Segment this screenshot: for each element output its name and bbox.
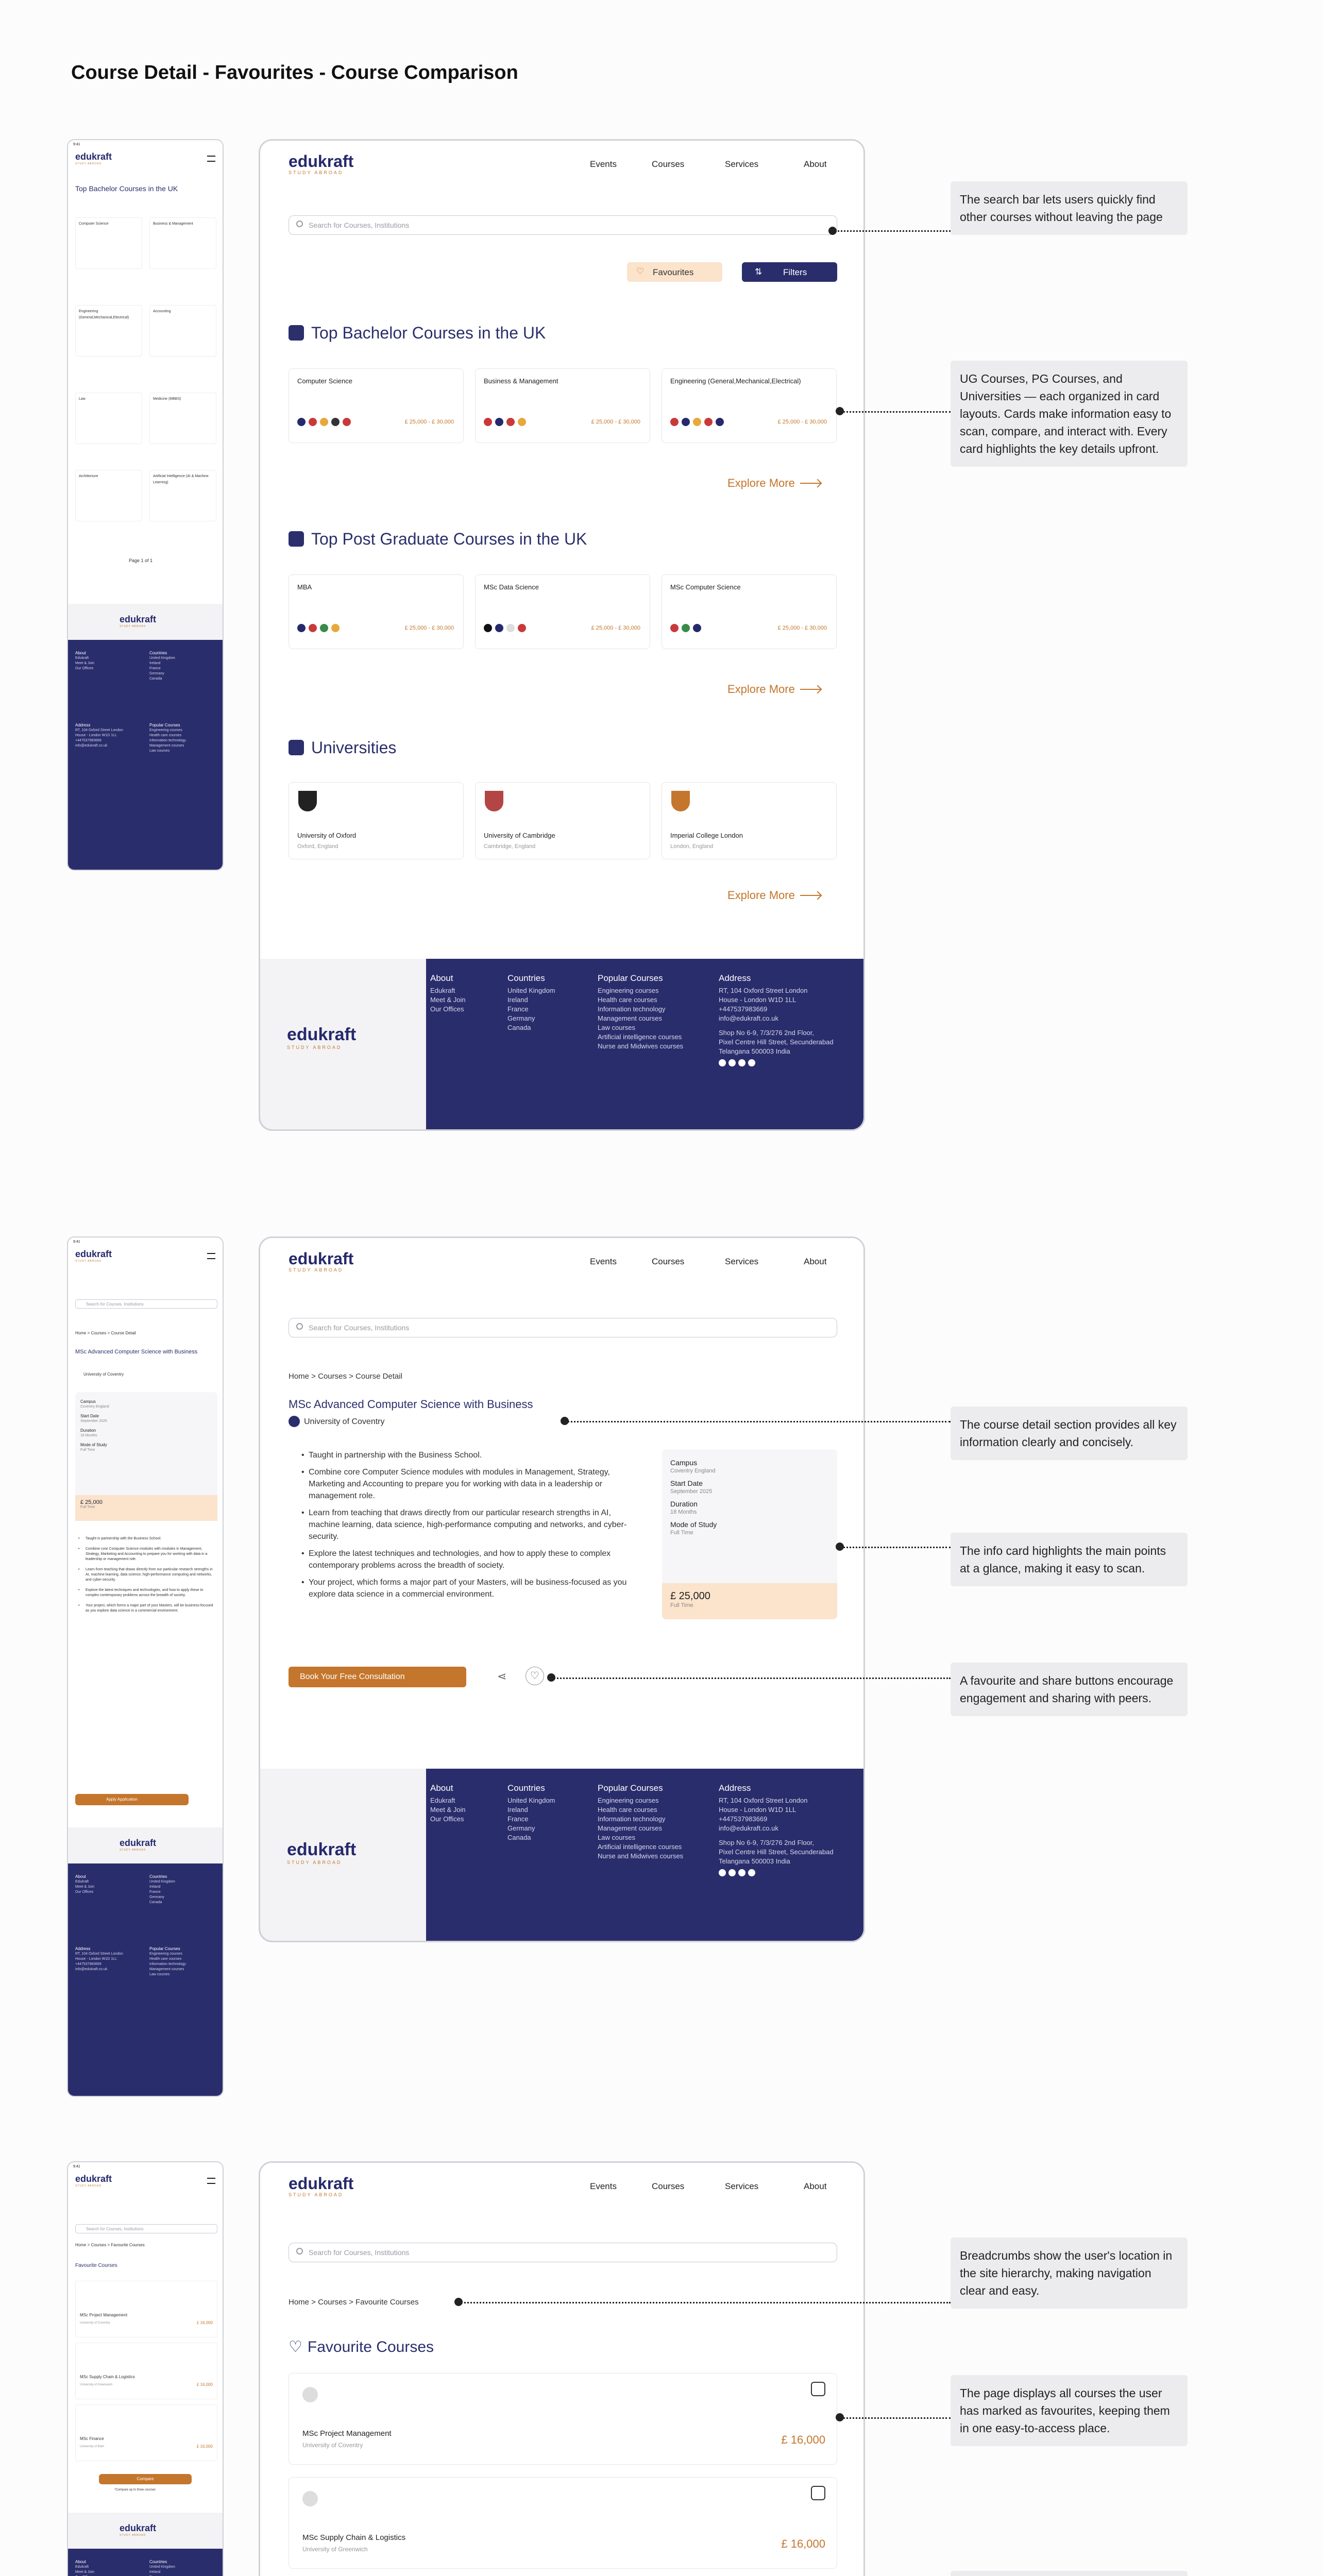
search-icon [296, 221, 303, 227]
explore-more-link[interactable]: Explore More [727, 889, 821, 902]
mobile-detail-frame [67, 1236, 224, 2097]
info-card: Campus Coventry England Start Date September 2025 Duration 18 Months Mode of Study Full Time £ 25,000 Full Time [662, 1449, 837, 1619]
search-input[interactable]: Search for Courses, Institutions [289, 215, 837, 235]
course-title: MSc Advanced Computer Science with Business [289, 1398, 533, 1411]
status-time: 9:41 [73, 143, 80, 146]
site-footer [260, 1769, 865, 1942]
university-card[interactable]: Imperial College London London, England [662, 782, 837, 859]
mobile-footer [68, 604, 224, 871]
favourite-heart-icon[interactable]: ♡ [526, 1667, 544, 1685]
nav-about[interactable]: About [804, 2181, 827, 2191]
mobile-favourites-frame [67, 2161, 224, 2576]
social-icons[interactable] [719, 1059, 834, 1069]
heart-icon: ♡ [636, 266, 645, 276]
arrow-right-icon [800, 689, 821, 690]
favourites-heading: Favourite Courses [75, 2263, 117, 2268]
desktop-home-frame [259, 139, 865, 1131]
desktop-favourites-frame [259, 2161, 865, 2576]
compare-button[interactable]: Compare [99, 2474, 192, 2484]
nav-about[interactable]: About [804, 1257, 827, 1266]
mobile-home-frame [67, 139, 224, 871]
annotation-connector [832, 230, 951, 232]
annotation-note: A favourite and share buttons encourage engagement and sharing with peers. [951, 1663, 1188, 1716]
footer-address: Address RT, 104 Oxford Street London House - London W1D 1LL +447537983669 info@edukraft.co.uk Shop No 6-9, 7/3/276 2nd Floor, Pixel Centre Hill Street, Secunderabad Telangana 500003 India [719, 973, 834, 1069]
nav-courses[interactable]: Courses [652, 159, 685, 169]
footer-logo: edukraft STUDY ABROAD [287, 1025, 357, 1050]
footer-about: About Edukraft Meet & Join Our Offices [75, 1874, 94, 1894]
compare-checkbox[interactable] [811, 2486, 825, 2500]
graduate-icon [289, 325, 304, 341]
footer-countries: Countries United Kingdom Ireland France Germany Canada [507, 973, 555, 1031]
fee-box: £ 25,000 Full Time [662, 1583, 837, 1619]
nav-courses[interactable]: Courses [652, 1257, 685, 1266]
course-card[interactable]: MSc Data Science £ 25,000 - £ 30,000 [475, 574, 650, 649]
footer-countries: Countries United Kingdom Ireland France Germany Canada [149, 651, 175, 681]
course-card[interactable]: Architecture [75, 470, 142, 521]
footer-popular: Popular Courses Engineering courses Health care courses Information technology Management courses Law courses [149, 1946, 186, 1976]
course-card[interactable]: Engineering (General,Mechanical,Electrical) £ 25,000 - £ 30,000 [662, 368, 837, 443]
heart-icon: ♡ [289, 2338, 302, 2355]
course-card[interactable]: Artificial Intelligence (AI & Machine Learning) [149, 470, 216, 521]
page-title: Course Detail - Favourites - Course Comparison [71, 62, 518, 83]
footer-countries: Countries United Kingdom Ireland France Germany Canada [149, 1874, 175, 1904]
search-input[interactable]: Search for Courses, Institutions [289, 1318, 837, 1337]
footer-about: About Edukraft Meet & Join Our Offices [75, 651, 94, 670]
social-icons[interactable] [719, 1869, 834, 1879]
course-card[interactable]: Computer Science £ 25,000 - £ 30,000 [289, 368, 464, 443]
footer-address: Address RT, 104 Oxford Street London House - London W1D 1LL +447537983669 info@edukraft.co.uk [75, 723, 123, 748]
mobile-footer [68, 2513, 224, 2576]
book-consultation-button[interactable]: Book Your Free Consultation [289, 1667, 466, 1687]
breadcrumb[interactable]: Home > Courses > Favourite Courses [75, 2243, 145, 2247]
brand-logo[interactable]: edukraft STUDY ABROAD [75, 2174, 112, 2188]
university-logo-icon [302, 2491, 318, 2506]
search-icon [296, 2248, 303, 2255]
footer-about: About Edukraft Meet & Join [75, 2560, 94, 2574]
annotation-dot [561, 1417, 569, 1425]
favourites-button[interactable]: ♡ Favourites [627, 262, 722, 282]
footer-popular: Popular Courses Engineering courses Health care courses Information technology Management courses Law courses [149, 723, 186, 753]
compare-checkbox[interactable] [811, 2382, 825, 2396]
site-footer [260, 959, 865, 1131]
search-input[interactable]: Search for Courses, Institutions [75, 1299, 217, 1309]
favourite-course-item[interactable]: MSc Finance University of Bath £ 16,000 [75, 2404, 217, 2461]
apply-button[interactable]: Apply Application [75, 1794, 189, 1805]
country-flags [484, 624, 577, 633]
nav-courses[interactable]: Courses [652, 2181, 685, 2191]
course-card[interactable]: Accounting [149, 305, 216, 357]
menu-icon[interactable] [207, 1253, 215, 1259]
menu-icon[interactable] [207, 2178, 215, 2184]
footer-logo: edukraft STUDY ABROAD [287, 1840, 357, 1865]
favourite-course-item[interactable]: MSc Project Management University of Coventry £ 16,000 [289, 2373, 837, 2465]
annotation-dot [836, 407, 844, 415]
university-card[interactable]: University of Cambridge Cambridge, England [475, 782, 650, 859]
crest-icon [298, 791, 317, 811]
section-title-postgrad: Top Post Graduate Courses in the UK [289, 530, 587, 549]
course-card[interactable]: Medicine (MBBS) [149, 393, 216, 444]
course-card[interactable]: MSc Computer Science £ 25,000 - £ 30,000 [662, 574, 837, 649]
footer-countries: Countries United Kingdom Ireland France Germany Canada [507, 1783, 555, 1841]
search-input[interactable]: Search for Courses, Institutions [75, 2224, 217, 2233]
annotation-note: UG Courses, PG Courses, and Universities — each organized in card layouts. Cards make information easy to scan, compare, and interact with. Every card highlights the key details upfront. [951, 361, 1188, 467]
country-flags [670, 418, 763, 427]
breadcrumb[interactable]: Home > Courses > Course Detail [289, 1372, 402, 1381]
course-card[interactable]: Business & Management £ 25,000 - £ 30,000 [475, 368, 650, 443]
favourite-course-item[interactable]: MSc Project Management University of Coventry £ 16,000 [75, 2281, 217, 2337]
university-logo-icon [302, 2387, 318, 2402]
footer-logo: edukraft STUDY ABROAD [120, 1838, 157, 1852]
annotation-note [951, 2571, 1188, 2576]
favourite-course-item[interactable]: MSc Supply Chain & Logistics University of Greenwich £ 16,000 [75, 2343, 217, 2399]
brand-logo[interactable]: edukraft STUDY ABROAD [75, 1249, 112, 1263]
university-icon [289, 740, 304, 755]
footer-about: About Edukraft Meet & Join Our Offices [430, 973, 466, 1013]
course-description: • Taught in partnership with the Business School. • Combine core Computer Science modules with modules in Management, Strategy, Marketing and Accounting to prepare you for working with data in a leadership or management role. • Learn from teaching that draws directly from our particular research strengths in AI, machine learning, data science, high-performance computing and networks, and cyber-security. • Explore the latest techniques and technologies, and how to apply these to complex contemporary problems across the breadth of society. • Your project, which forms a major part of your Masters, will be business-focused as you explore data science in a commercial environment. [301, 1449, 636, 1605]
graduate-icon [289, 531, 304, 547]
annotation-note: The search bar lets users quickly find other courses without leaving the page [951, 181, 1188, 235]
footer-about: About Edukraft Meet & Join Our Offices [430, 1783, 466, 1823]
annotation-dot [836, 1543, 844, 1551]
desktop-detail-frame [259, 1236, 865, 1942]
university-name: University of Coventry [83, 1372, 124, 1377]
annotation-dot [836, 2413, 844, 2421]
country-flags [297, 624, 390, 633]
annotation-dot [828, 227, 837, 235]
arrow-right-icon [800, 895, 821, 896]
course-title: MSc Advanced Computer Science with Business [75, 1349, 198, 1355]
course-card[interactable]: MBA £ 25,000 - £ 30,000 [289, 574, 464, 649]
annotation-connector [564, 1421, 951, 1422]
annotation-connector [840, 1547, 951, 1548]
filters-button[interactable]: ⇅ Filters [742, 262, 837, 282]
brand-logo[interactable]: edukraft STUDY ABROAD [289, 1249, 354, 1273]
country-flags [670, 624, 763, 633]
country-flags [297, 418, 390, 427]
country-flags [484, 418, 577, 427]
course-card[interactable]: Computer Science [75, 217, 142, 269]
share-icon[interactable]: ⋖ [497, 1670, 507, 1683]
brand-logo[interactable]: edukraft STUDY ABROAD [75, 151, 112, 165]
brand-logo[interactable]: edukraft STUDY ABROAD [289, 152, 354, 175]
nav-events[interactable]: Events [590, 159, 617, 169]
section-title-universities: Universities [289, 738, 396, 757]
explore-more-link[interactable]: Explore More [727, 477, 821, 490]
nav-events[interactable]: Events [590, 2181, 617, 2191]
menu-icon[interactable] [207, 156, 215, 162]
favourites-heading: ♡ Favourite Courses [289, 2338, 434, 2355]
info-card: Campus Coventry England Start Date September 2025 Duration 18 Months Mode of Study Full Time £ 25,000 Full Time [75, 1392, 217, 1521]
annotation-connector [459, 2302, 951, 2303]
footer-address: Address RT, 104 Oxford Street London House - London W1D 1LL +447537983669 info@edukraft.co.uk Shop No 6-9, 7/3/276 2nd Floor, Pixel Centre Hill Street, Secunderabad Telangana 500003 India [719, 1783, 834, 1879]
footer-popular: Popular Courses Engineering courses Health care courses Information technology Management courses Law courses Artificial intelligence courses Nurse and Midwives courses [598, 973, 684, 1050]
nav-services[interactable]: Services [725, 2181, 759, 2191]
nav-services[interactable]: Services [725, 1257, 759, 1266]
annotation-note: The info card highlights the main points at a glance, making it easy to scan. [951, 1533, 1188, 1586]
footer-countries: Countries United Kingdom Ireland [149, 2560, 175, 2574]
annotation-dot [547, 1673, 555, 1682]
mobile-section-title: Top Bachelor Courses in the UK [75, 184, 178, 193]
nav-services[interactable]: Services [725, 159, 759, 169]
arrow-right-icon [800, 483, 821, 484]
crest-icon [485, 791, 503, 811]
favourite-course-item[interactable]: MSc Supply Chain & Logistics University of Greenwich £ 16,000 [289, 2477, 837, 2569]
course-card[interactable]: Business & Management [149, 217, 216, 269]
brand-logo[interactable]: edukraft STUDY ABROAD [289, 2174, 354, 2197]
annotation-note: The course detail section provides all key information clearly and concisely. [951, 1406, 1188, 1460]
status-time: 9:41 [73, 2165, 80, 2168]
annotation-dot [454, 2298, 463, 2306]
annotation-note: Breadcrumbs show the user's location in the site hierarchy, making navigation clear and easy. [951, 2238, 1188, 2309]
section-title-bachelor: Top Bachelor Courses in the UK [289, 324, 546, 343]
university-card[interactable]: University of Oxford Oxford, England [289, 782, 464, 859]
course-card[interactable]: Engineering (General,Mechanical,Electrical) [75, 305, 142, 357]
footer-popular: Popular Courses Engineering courses Health care courses Information technology Management courses Law courses Artificial intelligence courses Nurse and Midwives courses [598, 1783, 684, 1860]
course-card[interactable]: Law [75, 393, 142, 444]
crest-icon [671, 791, 690, 811]
nav-events[interactable]: Events [590, 1257, 617, 1266]
annotation-connector [840, 2417, 951, 2419]
annotation-connector [551, 1677, 951, 1679]
pagination[interactable]: Page 1 of 1 [129, 558, 153, 563]
footer-logo: edukraft STUDY ABROAD [120, 2523, 157, 2537]
mobile-footer [68, 1827, 224, 2097]
annotation-connector [840, 411, 951, 413]
nav-about[interactable]: About [804, 159, 827, 169]
search-input[interactable]: Search for Courses, Institutions [289, 2243, 837, 2262]
university-name: University of Coventry [289, 1416, 385, 1427]
status-time: 9:41 [73, 1240, 80, 1244]
annotation-note: The page displays all courses the user has marked as favourites, keeping them in one easy-to-access place. [951, 2375, 1188, 2446]
search-icon [296, 1323, 303, 1330]
footer-address: Address RT, 104 Oxford Street London House - London W1D 1LL +447537983669 info@edukraft.co.uk [75, 1946, 123, 1971]
filter-icon: ⇅ [755, 267, 762, 277]
university-logo-icon [289, 1416, 300, 1427]
breadcrumb[interactable]: Home > Courses > Course Detail [75, 1331, 136, 1335]
explore-more-link[interactable]: Explore More [727, 683, 821, 696]
breadcrumb[interactable]: Home > Courses > Favourite Courses [289, 2298, 419, 2307]
course-description: • Taught in partnership with the Business School. • Combine core Computer Science modules with modules in Management, Strategy, Marketing and Accounting to prepare you for working with data in a leadership or management role. • Learn from teaching that draws directly from our particular research strengths in AI, machine learning, data science, high-performance computing and networks, and cyber-security. • Explore the latest techniques and technologies, and how to apply these to complex contemporary problems across the breadth of society. • Your project, which forms a major part of your Masters, will be business-focused as you explore data science in a commercial environment. [78, 1536, 214, 1619]
compare-note: *Compare up to three courses [114, 2488, 156, 2492]
footer-logo: edukraft STUDY ABROAD [120, 614, 157, 628]
